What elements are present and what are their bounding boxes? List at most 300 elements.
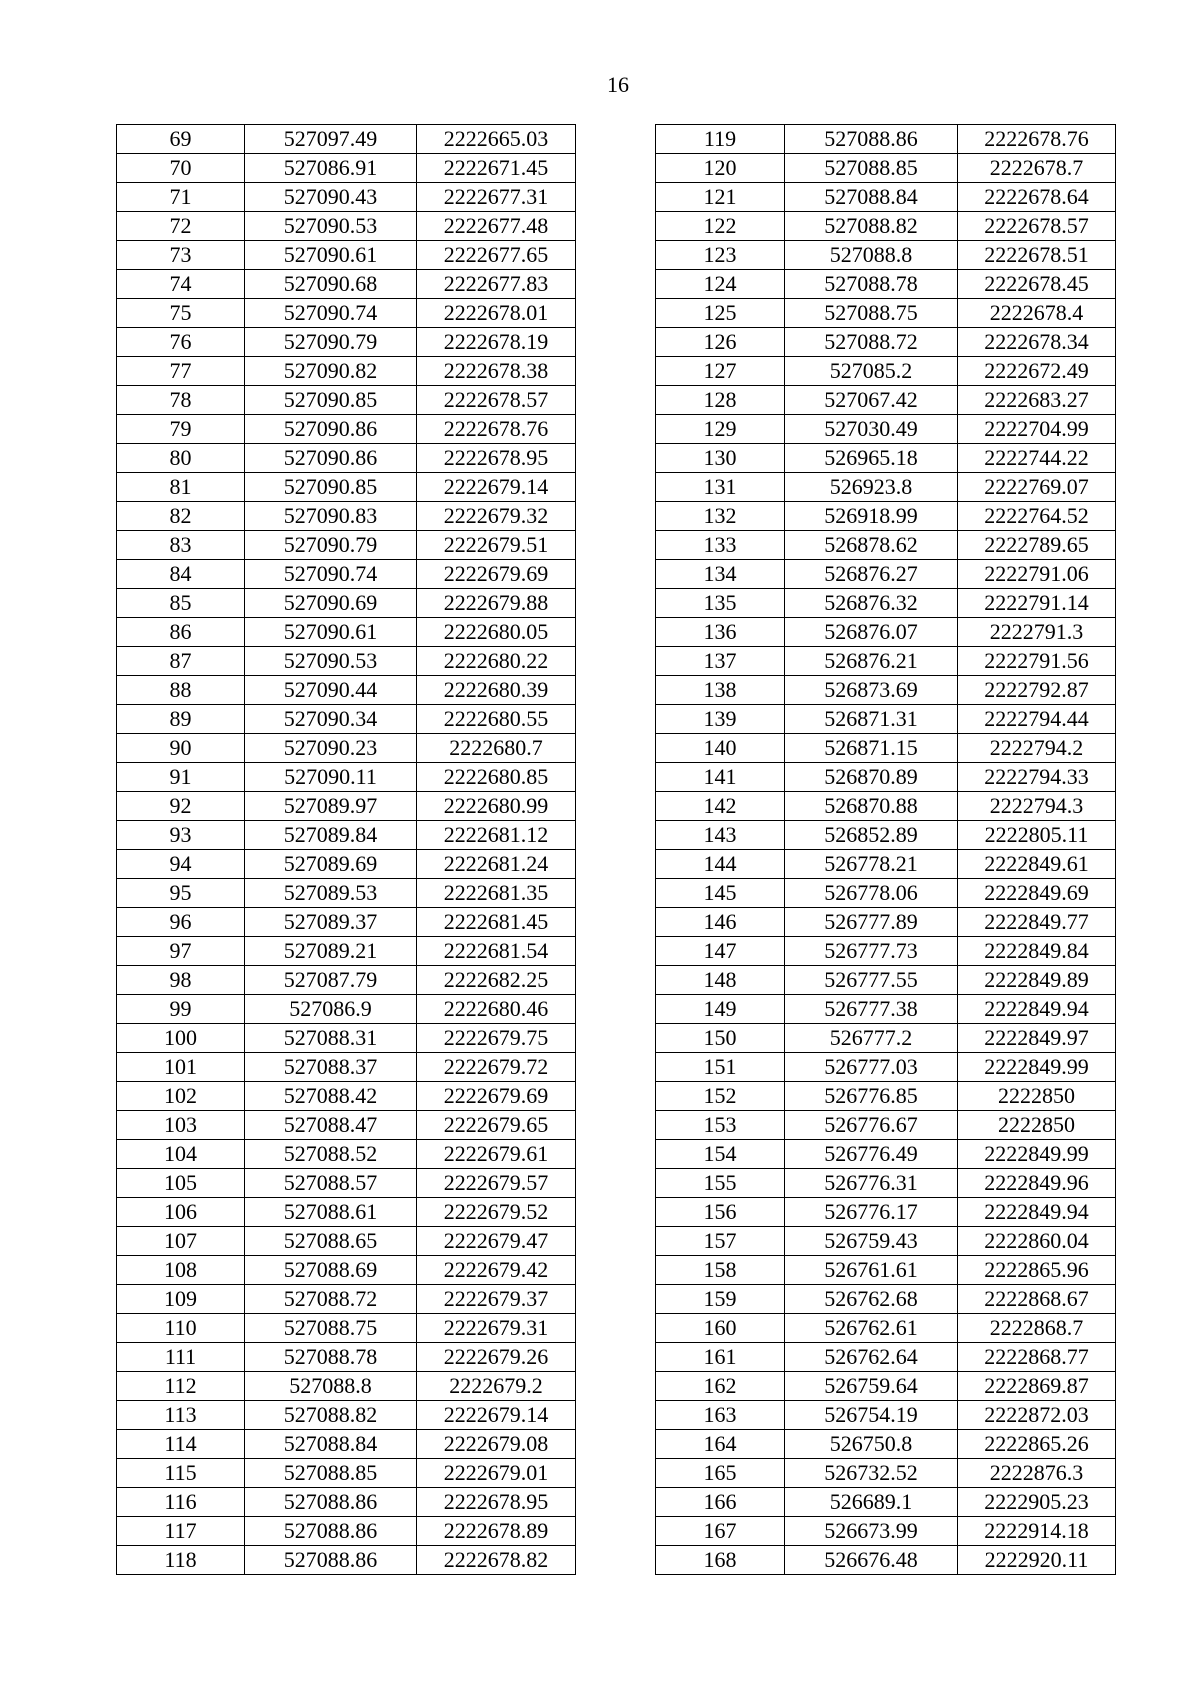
point-number-cell: 121 [656, 183, 785, 212]
point-number-cell: 71 [117, 183, 245, 212]
x-coordinate-cell: 526762.61 [785, 1314, 958, 1343]
point-number-cell: 83 [117, 531, 245, 560]
point-number-cell: 162 [656, 1372, 785, 1401]
y-coordinate-cell: 2222860.04 [958, 1227, 1116, 1256]
x-coordinate-cell: 526776.85 [785, 1082, 958, 1111]
x-coordinate-cell: 526777.38 [785, 995, 958, 1024]
y-coordinate-cell: 2222865.96 [958, 1256, 1116, 1285]
y-coordinate-cell: 2222791.3 [958, 618, 1116, 647]
x-coordinate-cell: 527088.57 [245, 1169, 417, 1198]
table-row [656, 386, 1116, 415]
point-number-cell: 85 [117, 589, 245, 618]
y-coordinate-cell: 2222679.69 [417, 560, 576, 589]
point-number-cell: 92 [117, 792, 245, 821]
point-number-cell: 145 [656, 879, 785, 908]
y-coordinate-cell: 2222794.3 [958, 792, 1116, 821]
point-number-cell: 73 [117, 241, 245, 270]
table-body [656, 125, 1116, 1575]
table-row [117, 676, 576, 705]
point-number-cell: 157 [656, 1227, 785, 1256]
table-row [117, 183, 576, 212]
y-coordinate-cell: 2222679.57 [417, 1169, 576, 1198]
x-coordinate-cell: 527089.69 [245, 850, 417, 879]
y-coordinate-cell: 2222849.99 [958, 1053, 1116, 1082]
y-coordinate-cell: 2222681.45 [417, 908, 576, 937]
x-coordinate-cell: 526852.89 [785, 821, 958, 850]
point-number-cell: 72 [117, 212, 245, 241]
table-row [656, 966, 1116, 995]
x-coordinate-cell: 526778.21 [785, 850, 958, 879]
table-row [656, 734, 1116, 763]
y-coordinate-cell: 2222679.14 [417, 473, 576, 502]
coordinates-table-right [655, 124, 1116, 1575]
table-row [117, 1285, 576, 1314]
point-number-cell: 133 [656, 531, 785, 560]
x-coordinate-cell: 526876.07 [785, 618, 958, 647]
y-coordinate-cell: 2222683.27 [958, 386, 1116, 415]
point-number-cell: 81 [117, 473, 245, 502]
point-number-cell: 97 [117, 937, 245, 966]
table-row [656, 879, 1116, 908]
y-coordinate-cell: 2222680.7 [417, 734, 576, 763]
table-row [656, 647, 1116, 676]
x-coordinate-cell: 527090.83 [245, 502, 417, 531]
point-number-cell: 106 [117, 1198, 245, 1227]
y-coordinate-cell: 2222678.34 [958, 328, 1116, 357]
table-row [117, 1198, 576, 1227]
coordinates-table-left [116, 124, 576, 1575]
y-coordinate-cell: 2222678.95 [417, 444, 576, 473]
page-number: 16 [607, 72, 629, 97]
table-row [117, 589, 576, 618]
table-row [656, 212, 1116, 241]
table-row [117, 241, 576, 270]
x-coordinate-cell: 527086.9 [245, 995, 417, 1024]
y-coordinate-cell: 2222868.7 [958, 1314, 1116, 1343]
y-coordinate-cell: 2222679.51 [417, 531, 576, 560]
point-number-cell: 116 [117, 1488, 245, 1517]
x-coordinate-cell: 527090.82 [245, 357, 417, 386]
y-coordinate-cell: 2222849.61 [958, 850, 1116, 879]
table-row [656, 1430, 1116, 1459]
y-coordinate-cell: 2222678.19 [417, 328, 576, 357]
y-coordinate-cell: 2222672.49 [958, 357, 1116, 386]
table-row [117, 1053, 576, 1082]
y-coordinate-cell: 2222665.03 [417, 125, 576, 154]
x-coordinate-cell: 527090.34 [245, 705, 417, 734]
table-row [117, 647, 576, 676]
x-coordinate-cell: 526754.19 [785, 1401, 958, 1430]
table-row [117, 1140, 576, 1169]
point-number-cell: 114 [117, 1430, 245, 1459]
table-row [117, 995, 576, 1024]
table-row [117, 966, 576, 995]
x-coordinate-cell: 526876.27 [785, 560, 958, 589]
y-coordinate-cell: 2222678.45 [958, 270, 1116, 299]
table-row [656, 1053, 1116, 1082]
point-number-cell: 147 [656, 937, 785, 966]
y-coordinate-cell: 2222678.76 [958, 125, 1116, 154]
y-coordinate-cell: 2222849.77 [958, 908, 1116, 937]
table-row [656, 705, 1116, 734]
point-number-cell: 150 [656, 1024, 785, 1053]
x-coordinate-cell: 527088.47 [245, 1111, 417, 1140]
y-coordinate-cell: 2222914.18 [958, 1517, 1116, 1546]
point-number-cell: 87 [117, 647, 245, 676]
x-coordinate-cell: 527088.61 [245, 1198, 417, 1227]
table-row [117, 1343, 576, 1372]
table-row [656, 1285, 1116, 1314]
y-coordinate-cell: 2222869.87 [958, 1372, 1116, 1401]
point-number-cell: 89 [117, 705, 245, 734]
x-coordinate-cell: 526870.89 [785, 763, 958, 792]
x-coordinate-cell: 527089.97 [245, 792, 417, 821]
y-coordinate-cell: 2222791.14 [958, 589, 1116, 618]
point-number-cell: 102 [117, 1082, 245, 1111]
x-coordinate-cell: 526777.55 [785, 966, 958, 995]
y-coordinate-cell: 2222791.56 [958, 647, 1116, 676]
table-row [117, 1227, 576, 1256]
table-row [656, 937, 1116, 966]
x-coordinate-cell: 527088.84 [785, 183, 958, 212]
point-number-cell: 135 [656, 589, 785, 618]
x-coordinate-cell: 527090.79 [245, 328, 417, 357]
x-coordinate-cell: 527090.61 [245, 241, 417, 270]
point-number-cell: 84 [117, 560, 245, 589]
y-coordinate-cell: 2222704.99 [958, 415, 1116, 444]
x-coordinate-cell: 526776.67 [785, 1111, 958, 1140]
table-row [117, 357, 576, 386]
y-coordinate-cell: 2222868.67 [958, 1285, 1116, 1314]
point-number-cell: 151 [656, 1053, 785, 1082]
point-number-cell: 164 [656, 1430, 785, 1459]
y-coordinate-cell: 2222679.47 [417, 1227, 576, 1256]
y-coordinate-cell: 2222872.03 [958, 1401, 1116, 1430]
x-coordinate-cell: 526923.8 [785, 473, 958, 502]
y-coordinate-cell: 2222849.89 [958, 966, 1116, 995]
point-number-cell: 75 [117, 299, 245, 328]
y-coordinate-cell: 2222680.22 [417, 647, 576, 676]
x-coordinate-cell: 527088.82 [785, 212, 958, 241]
x-coordinate-cell: 527090.68 [245, 270, 417, 299]
point-number-cell: 158 [656, 1256, 785, 1285]
point-number-cell: 100 [117, 1024, 245, 1053]
table-row [656, 618, 1116, 647]
table-row [656, 154, 1116, 183]
point-number-cell: 111 [117, 1343, 245, 1372]
point-number-cell: 115 [117, 1459, 245, 1488]
table-row [656, 1343, 1116, 1372]
point-number-cell: 90 [117, 734, 245, 763]
x-coordinate-cell: 527088.86 [785, 125, 958, 154]
x-coordinate-cell: 527090.69 [245, 589, 417, 618]
y-coordinate-cell: 2222792.87 [958, 676, 1116, 705]
point-number-cell: 99 [117, 995, 245, 1024]
table-row [656, 444, 1116, 473]
table-row [117, 908, 576, 937]
point-number-cell: 152 [656, 1082, 785, 1111]
point-number-cell: 141 [656, 763, 785, 792]
x-coordinate-cell: 527088.85 [245, 1459, 417, 1488]
table-row [656, 1372, 1116, 1401]
x-coordinate-cell: 527088.42 [245, 1082, 417, 1111]
point-number-cell: 113 [117, 1401, 245, 1430]
x-coordinate-cell: 527088.31 [245, 1024, 417, 1053]
x-coordinate-cell: 527088.86 [245, 1488, 417, 1517]
table-row [656, 1314, 1116, 1343]
point-number-cell: 117 [117, 1517, 245, 1546]
point-number-cell: 137 [656, 647, 785, 676]
x-coordinate-cell: 527090.85 [245, 473, 417, 502]
x-coordinate-cell: 527090.85 [245, 386, 417, 415]
table-row [117, 792, 576, 821]
x-coordinate-cell: 527090.74 [245, 560, 417, 589]
point-number-cell: 96 [117, 908, 245, 937]
x-coordinate-cell: 527067.42 [785, 386, 958, 415]
y-coordinate-cell: 2222677.31 [417, 183, 576, 212]
y-coordinate-cell: 2222789.65 [958, 531, 1116, 560]
table-row [117, 1517, 576, 1546]
table-row [117, 705, 576, 734]
point-number-cell: 149 [656, 995, 785, 1024]
y-coordinate-cell: 2222764.52 [958, 502, 1116, 531]
y-coordinate-cell: 2222679.69 [417, 1082, 576, 1111]
x-coordinate-cell: 527090.74 [245, 299, 417, 328]
y-coordinate-cell: 2222681.54 [417, 937, 576, 966]
y-coordinate-cell: 2222791.06 [958, 560, 1116, 589]
y-coordinate-cell: 2222678.95 [417, 1488, 576, 1517]
x-coordinate-cell: 527089.84 [245, 821, 417, 850]
table-row [656, 299, 1116, 328]
table-row [117, 444, 576, 473]
point-number-cell: 134 [656, 560, 785, 589]
x-coordinate-cell: 527088.86 [245, 1517, 417, 1546]
table-row [117, 850, 576, 879]
table-row [117, 328, 576, 357]
x-coordinate-cell: 526965.18 [785, 444, 958, 473]
point-number-cell: 136 [656, 618, 785, 647]
table-row [656, 1227, 1116, 1256]
y-coordinate-cell: 2222679.32 [417, 502, 576, 531]
point-number-cell: 101 [117, 1053, 245, 1082]
table-row [117, 618, 576, 647]
x-coordinate-cell: 527090.86 [245, 444, 417, 473]
x-coordinate-cell: 527088.84 [245, 1430, 417, 1459]
table-row [656, 763, 1116, 792]
y-coordinate-cell: 2222805.11 [958, 821, 1116, 850]
x-coordinate-cell: 527089.53 [245, 879, 417, 908]
x-coordinate-cell: 526778.06 [785, 879, 958, 908]
y-coordinate-cell: 2222680.46 [417, 995, 576, 1024]
table-row [656, 502, 1116, 531]
table-row [117, 1401, 576, 1430]
table-row [117, 879, 576, 908]
x-coordinate-cell: 526777.73 [785, 937, 958, 966]
table-row [117, 821, 576, 850]
x-coordinate-cell: 526776.17 [785, 1198, 958, 1227]
y-coordinate-cell: 2222794.44 [958, 705, 1116, 734]
y-coordinate-cell: 2222678.82 [417, 1546, 576, 1575]
x-coordinate-cell: 526876.21 [785, 647, 958, 676]
point-number-cell: 139 [656, 705, 785, 734]
point-number-cell: 109 [117, 1285, 245, 1314]
table-row [656, 241, 1116, 270]
y-coordinate-cell: 2222678.7 [958, 154, 1116, 183]
table-row [117, 502, 576, 531]
point-number-cell: 156 [656, 1198, 785, 1227]
point-number-cell: 118 [117, 1546, 245, 1575]
table-row [117, 1082, 576, 1111]
point-number-cell: 119 [656, 125, 785, 154]
point-number-cell: 127 [656, 357, 785, 386]
table-row [117, 1024, 576, 1053]
table-row [117, 734, 576, 763]
y-coordinate-cell: 2222679.01 [417, 1459, 576, 1488]
table-row [117, 1546, 576, 1575]
point-number-cell: 131 [656, 473, 785, 502]
x-coordinate-cell: 527088.75 [785, 299, 958, 328]
table-row [117, 1488, 576, 1517]
point-number-cell: 88 [117, 676, 245, 705]
x-coordinate-cell: 526732.52 [785, 1459, 958, 1488]
x-coordinate-cell: 527088.8 [785, 241, 958, 270]
x-coordinate-cell: 526777.89 [785, 908, 958, 937]
point-number-cell: 122 [656, 212, 785, 241]
table-row [656, 1459, 1116, 1488]
y-coordinate-cell: 2222679.61 [417, 1140, 576, 1169]
y-coordinate-cell: 2222679.75 [417, 1024, 576, 1053]
point-number-cell: 153 [656, 1111, 785, 1140]
table-row [656, 1401, 1116, 1430]
x-coordinate-cell: 527030.49 [785, 415, 958, 444]
x-coordinate-cell: 527090.43 [245, 183, 417, 212]
point-number-cell: 160 [656, 1314, 785, 1343]
x-coordinate-cell: 527090.53 [245, 212, 417, 241]
table-row [656, 1140, 1116, 1169]
point-number-cell: 165 [656, 1459, 785, 1488]
point-number-cell: 148 [656, 966, 785, 995]
table-row [117, 937, 576, 966]
x-coordinate-cell: 527088.37 [245, 1053, 417, 1082]
x-coordinate-cell: 527088.8 [245, 1372, 417, 1401]
x-coordinate-cell: 526759.43 [785, 1227, 958, 1256]
table-row [117, 1256, 576, 1285]
point-number-cell: 98 [117, 966, 245, 995]
y-coordinate-cell: 2222679.37 [417, 1285, 576, 1314]
y-coordinate-cell: 2222678.64 [958, 183, 1116, 212]
y-coordinate-cell: 2222680.99 [417, 792, 576, 821]
point-number-cell: 95 [117, 879, 245, 908]
point-number-cell: 161 [656, 1343, 785, 1372]
point-number-cell: 138 [656, 676, 785, 705]
y-coordinate-cell: 2222850 [958, 1111, 1116, 1140]
x-coordinate-cell: 526918.99 [785, 502, 958, 531]
point-number-cell: 70 [117, 154, 245, 183]
point-number-cell: 155 [656, 1169, 785, 1198]
table-row [656, 1256, 1116, 1285]
y-coordinate-cell: 2222678.76 [417, 415, 576, 444]
y-coordinate-cell: 2222677.48 [417, 212, 576, 241]
table-row [656, 328, 1116, 357]
point-number-cell: 140 [656, 734, 785, 763]
x-coordinate-cell: 526689.1 [785, 1488, 958, 1517]
y-coordinate-cell: 2222769.07 [958, 473, 1116, 502]
table-row [656, 1488, 1116, 1517]
point-number-cell: 123 [656, 241, 785, 270]
table-row [656, 357, 1116, 386]
point-number-cell: 142 [656, 792, 785, 821]
point-number-cell: 146 [656, 908, 785, 937]
x-coordinate-cell: 527088.85 [785, 154, 958, 183]
table-body [117, 125, 576, 1575]
table-row [656, 1082, 1116, 1111]
table-row [656, 1169, 1116, 1198]
point-number-cell: 159 [656, 1285, 785, 1314]
table-row [656, 531, 1116, 560]
y-coordinate-cell: 2222681.24 [417, 850, 576, 879]
point-number-cell: 77 [117, 357, 245, 386]
y-coordinate-cell: 2222865.26 [958, 1430, 1116, 1459]
y-coordinate-cell: 2222849.84 [958, 937, 1116, 966]
x-coordinate-cell: 526776.31 [785, 1169, 958, 1198]
x-coordinate-cell: 527088.82 [245, 1401, 417, 1430]
y-coordinate-cell: 2222678.89 [417, 1517, 576, 1546]
point-number-cell: 93 [117, 821, 245, 850]
table-row [117, 125, 576, 154]
y-coordinate-cell: 2222677.65 [417, 241, 576, 270]
y-coordinate-cell: 2222679.88 [417, 589, 576, 618]
y-coordinate-cell: 2222681.12 [417, 821, 576, 850]
x-coordinate-cell: 526873.69 [785, 676, 958, 705]
y-coordinate-cell: 2222794.2 [958, 734, 1116, 763]
point-number-cell: 108 [117, 1256, 245, 1285]
table-row [117, 560, 576, 589]
table-row [656, 1024, 1116, 1053]
table-row [656, 676, 1116, 705]
table-row [117, 1169, 576, 1198]
table-row [117, 299, 576, 328]
table-row [656, 125, 1116, 154]
point-number-cell: 129 [656, 415, 785, 444]
y-coordinate-cell: 2222679.26 [417, 1343, 576, 1372]
x-coordinate-cell: 526871.31 [785, 705, 958, 734]
x-coordinate-cell: 527090.44 [245, 676, 417, 705]
y-coordinate-cell: 2222678.57 [417, 386, 576, 415]
table-row [656, 1546, 1116, 1575]
y-coordinate-cell: 2222680.39 [417, 676, 576, 705]
y-coordinate-cell: 2222849.69 [958, 879, 1116, 908]
y-coordinate-cell: 2222744.22 [958, 444, 1116, 473]
table-row [117, 1430, 576, 1459]
table-row [656, 1198, 1116, 1227]
table-row [656, 589, 1116, 618]
y-coordinate-cell: 2222849.96 [958, 1169, 1116, 1198]
table-row [656, 995, 1116, 1024]
x-coordinate-cell: 527085.2 [785, 357, 958, 386]
x-coordinate-cell: 527086.91 [245, 154, 417, 183]
table-row [656, 792, 1116, 821]
y-coordinate-cell: 2222679.31 [417, 1314, 576, 1343]
y-coordinate-cell: 2222679.72 [417, 1053, 576, 1082]
point-number-cell: 166 [656, 1488, 785, 1517]
x-coordinate-cell: 527088.72 [245, 1285, 417, 1314]
table-row [117, 154, 576, 183]
y-coordinate-cell: 2222679.2 [417, 1372, 576, 1401]
point-number-cell: 143 [656, 821, 785, 850]
x-coordinate-cell: 526871.15 [785, 734, 958, 763]
point-number-cell: 124 [656, 270, 785, 299]
x-coordinate-cell: 527097.49 [245, 125, 417, 154]
